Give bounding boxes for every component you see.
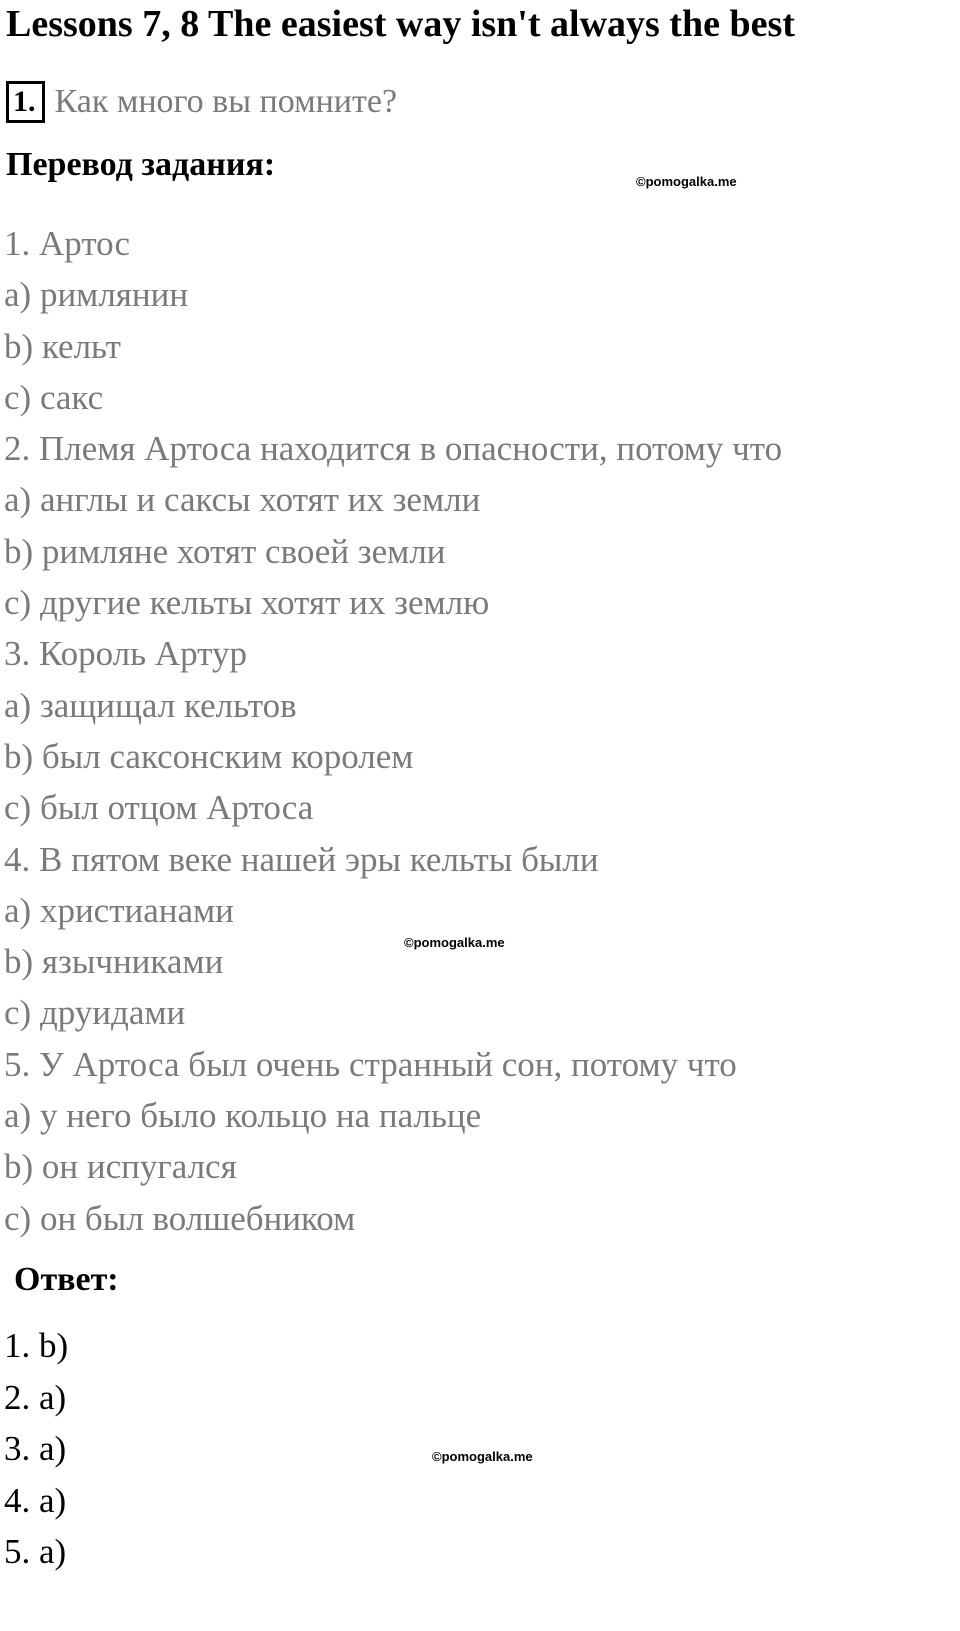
translation-list: [4, 218, 782, 1244]
list-item: c) был отцом Артоса: [4, 788, 314, 828]
answer-item: 5. a): [4, 1532, 67, 1571]
watermark: ©pomogalka.me: [432, 1449, 533, 1464]
list-item: 3. Король Артур: [4, 634, 247, 674]
list-item: 4. В пятом веке нашей эры кельты были: [4, 839, 599, 879]
list-item: c) сакс: [4, 377, 104, 417]
answer-item: 2. a): [4, 1377, 67, 1417]
page-title: Lessons 7, 8 The easiest way isn't always the best: [6, 3, 795, 45]
task-number: 1.: [6, 81, 45, 123]
list-item: a) римлянин: [4, 275, 189, 315]
list-item: b) язычниками: [4, 942, 224, 982]
answer-heading: Ответ:: [14, 1261, 119, 1298]
list-item: a) у него было кольцо на пальце: [4, 1096, 482, 1136]
list-item: a) христианами: [4, 890, 234, 930]
list-item: c) он был волшебником: [4, 1198, 356, 1238]
task-row: [6, 78, 397, 126]
list-item: a) защищал кельтов: [4, 685, 297, 725]
watermark: ©pomogalka.me: [636, 174, 737, 189]
list-item: b) был саксонским королем: [4, 736, 414, 776]
list-item: b) римляне хотят своей земли: [4, 531, 446, 571]
answer-item: 3. a): [4, 1429, 67, 1468]
list-item: 1. Артос: [4, 224, 131, 263]
list-item: c) другие кельты хотят их землю: [4, 583, 490, 623]
list-item: b) он испугался: [4, 1147, 237, 1187]
watermark: ©pomogalka.me: [404, 935, 505, 950]
list-item: 2. Племя Артоса находится в опасности, потому что: [4, 429, 783, 469]
list-item: 5. У Артоса был очень странный сон, потому что: [4, 1044, 737, 1084]
list-item: c) друидами: [4, 993, 186, 1033]
list-item: a) англы и саксы хотят их земли: [4, 480, 481, 520]
translation-heading: Перевод задания:: [6, 146, 276, 183]
answer-item: 4. a): [4, 1480, 67, 1520]
answer-item: 1. b): [4, 1326, 69, 1365]
answer-list: [4, 1320, 68, 1578]
task-text: Как много вы помните?: [54, 83, 398, 120]
list-item: b) кельт: [4, 326, 121, 366]
